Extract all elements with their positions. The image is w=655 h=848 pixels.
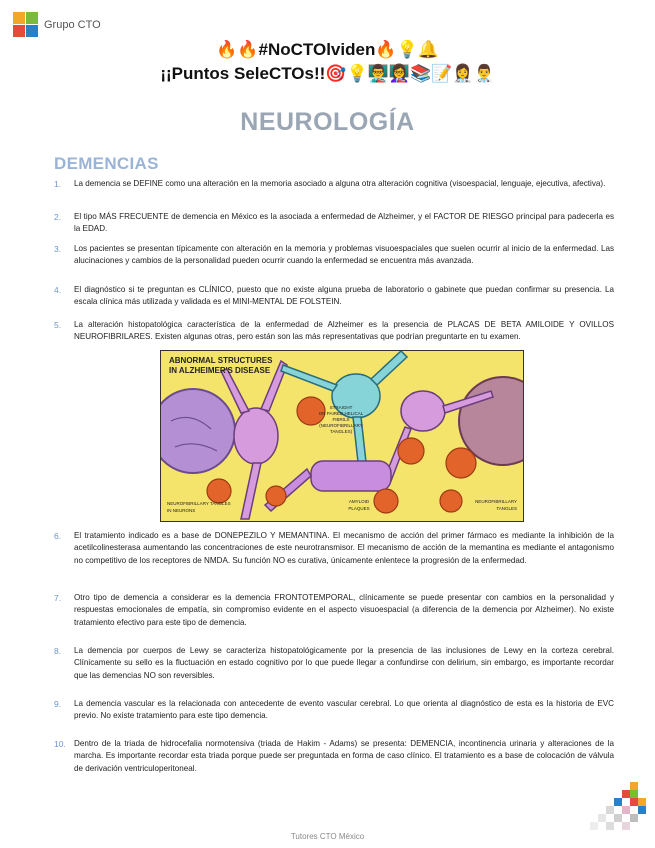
bottom-left-label-2: IN NEURONS	[167, 508, 196, 513]
cto-logo-icon	[13, 12, 39, 38]
item-text: La demencia vascular es la relacionada con antecedente de evento vascular cerebral. Lo que orienta al diagnóstico de esta es la historia de EVC previo. No existe tratamiento para este tipo demencia.	[74, 699, 614, 721]
subsection-title: DEMENCIAS	[54, 154, 159, 173]
pixel-mosaic-decoration	[590, 782, 646, 832]
item-number: 1.	[54, 179, 62, 189]
item-text: Otro tipo de demencia a considerar es la demencia FRONTOTEMPORAL, clínicamente se puede presentar con cambios en la personalidad y respuestas emocionales de empatía, sin compromiso evidente en el aspecto visuoespacial (a diferencia de la demencia por Alzheimer). No existe tratamiento efectivo para este tipo de demencia.	[74, 593, 614, 627]
center-label-4: (NEUROFIBRILLARY	[319, 423, 363, 428]
center-label-2: OR PAIRED HELICAL	[318, 411, 364, 416]
item-number: 10.	[54, 739, 66, 749]
list-item	[54, 243, 614, 268]
center-label-5: TANGLES)	[329, 429, 353, 434]
list-item	[54, 319, 614, 344]
list-item	[54, 284, 614, 309]
page-footer: Tutores CTO México	[290, 832, 365, 841]
item-text: La alteración histopatológica característica de la enfermedad de Alzheimer es la presencia de PLACAS DE BETA AMILOIDE Y OVILLOS NEUROFIBRILARES. Existen algunas otras, pero están son las más representativas que podrían preguntarte en tu examen.	[74, 320, 614, 342]
bottom-mid-label-2: PLAQUES	[348, 506, 370, 511]
brand-logo	[13, 12, 101, 38]
alzheimer-illustration	[160, 350, 524, 522]
item-number: 7.	[54, 593, 62, 603]
hashtag-heading: 🔥🔥#NoCTOlviden🔥💡🔔	[216, 40, 439, 59]
item-text: La demencia se DEFINE como una alteración en la memoria asociado a alguna otra alteración cognitiva (visoespacial, lenguaje, ejecutiva, afectiva).	[74, 179, 606, 188]
center-label-3: FIBRILS	[332, 417, 350, 422]
puntos-heading: ¡¡Puntos SeleCTOs!!🎯💡👨‍🏫👩‍🏫📚📝👩‍⚕️👨‍⚕️	[160, 64, 495, 83]
list-item	[54, 738, 614, 775]
list-item	[54, 592, 614, 629]
item-text: El diagnóstico si te preguntan es CLÍNICO, puesto que no existe alguna prueba de laboratorio o gabinete que puedan confirmar su presencia. La escala clínica más utilizada y validada es el MINI-MENTAL DE FOLSTEIN.	[74, 285, 614, 307]
item-number: 5.	[54, 320, 62, 330]
item-text: Dentro de la triada de hidrocefalia normotensiva (triada de Hakim - Adams) se presenta: DEMENCIA, incontinencia urinaria y alteraciones de la marcha. Es importante recordar esta triada porque puede ser preguntada en forma de caso clínico. El tratamiento es a base de colocación de válvula de derivación ventriculoperitoneal.	[74, 739, 614, 773]
item-text: La demencia por cuerpos de Lewy se caracteriza histopatológicamente por la presencia de las inclusiones de Lewy en la corteza cerebral. Clínicamente su sello es la fluctuación en estado cognitivo por lo que puede llegar a confundirse con delirium, sin embargo, es importante recordar que las demencias NO son reversibles.	[74, 646, 614, 680]
list-item	[54, 645, 614, 682]
item-text: El tipo MÁS FRECUENTE de demencia en México es la asociada a enfermedad de Alzheimer, y el FACTOR DE RIESGO principal para padecerla es la EDAD.	[74, 212, 614, 234]
item-text: Los pacientes se presentan típicamente con alteración en la memoria y problemas visuoespaciales que suelen ocurrir al inicio de la enfermedad. Las alucinaciones y cambios de la personalidad pueden ocurrir cuando la enfermedad se encuentra más avanzada.	[74, 244, 614, 266]
bottom-right-label-1: NEUROFIBRILLARY	[475, 499, 517, 504]
item-number: 8.	[54, 646, 62, 656]
brand-name: Grupo CTO	[44, 19, 101, 31]
item-number: 6.	[54, 531, 62, 541]
item-number: 3.	[54, 244, 62, 254]
item-number: 9.	[54, 699, 62, 709]
bottom-left-label-1: NEUROFIBRILLARY TANGLES	[167, 501, 231, 506]
list-item	[54, 178, 614, 190]
plaque-left	[161, 389, 235, 473]
item-text: El tratamiento indicado es a base de DONEPEZILO Y MEMANTINA. El mecanismo de acción del primer fármaco es mediante la inhibición de la acetilcolinesterasa aumentando las concentraciones de este neurotransmisor. El mecanismo de acción de la memantina es mediante el antagonismo no competitivo de los receptores de NMDA. Su función NO es curativa, únicamente enlentece la progresión de la enfermedad.	[74, 531, 614, 565]
bottom-right-label-2: TANGLES	[496, 506, 517, 511]
figure-title-2: IN ALZHEIMER'S DISEASE	[169, 366, 271, 375]
center-label-1: STRAIGHT	[329, 405, 353, 410]
figure-title-1: ABNORMAL STRUCTURES	[169, 356, 273, 365]
item-number: 4.	[54, 285, 62, 295]
bottom-mid-label-1: AMYLOID	[348, 499, 370, 504]
list-item	[54, 211, 614, 236]
section-title: NEUROLOGÍA	[240, 108, 415, 136]
list-item	[54, 530, 614, 567]
list-item	[54, 698, 614, 723]
item-number: 2.	[54, 212, 62, 222]
